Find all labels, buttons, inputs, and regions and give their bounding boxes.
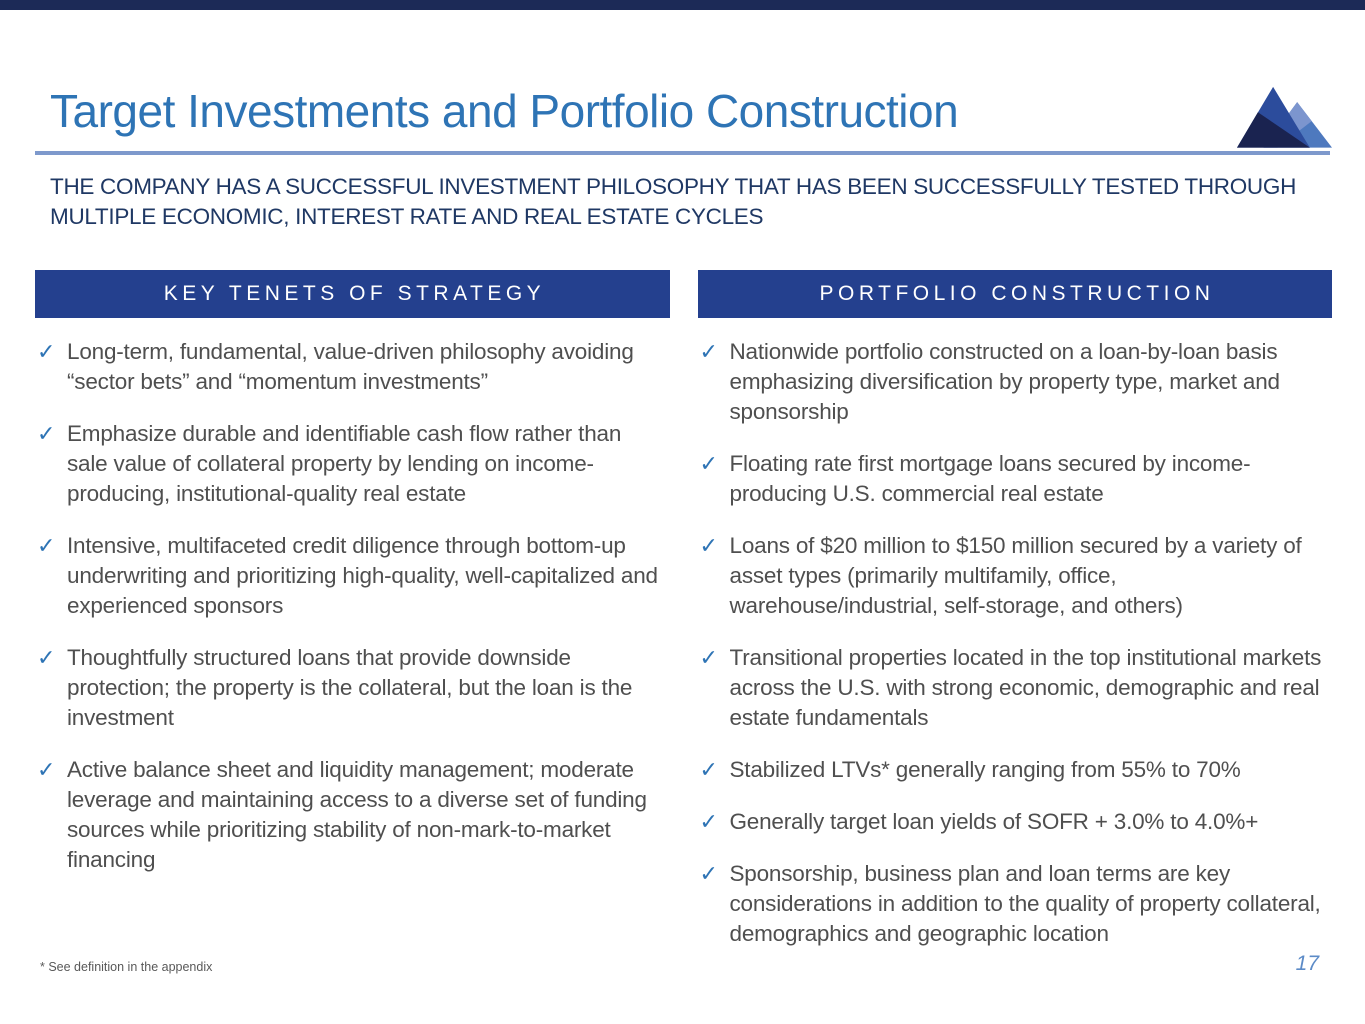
bullet-text: Floating rate first mortgage loans secured by income-producing U.S. commercial real estate <box>729 451 1251 506</box>
checkmark-icon: ✓ <box>699 757 718 782</box>
list-item <box>35 643 670 733</box>
list-item <box>698 449 1333 509</box>
two-column-layout <box>35 270 1332 971</box>
mountain-logo-icon <box>1237 84 1332 148</box>
footnote: * See definition in the appendix <box>40 960 213 974</box>
top-accent-bar <box>0 0 1365 10</box>
list-item <box>698 807 1333 837</box>
checkmark-icon: ✓ <box>699 533 718 558</box>
bullet-text: Nationwide portfolio constructed on a loan-by-loan basis emphasizing diversification by property type, market and sponsorship <box>729 339 1280 424</box>
list-item <box>35 337 670 397</box>
list-item <box>35 531 670 621</box>
page-title: Target Investments and Portfolio Construction <box>50 85 959 137</box>
list-item <box>698 859 1333 949</box>
bullet-text: Generally target loan yields of SOFR + 3.0% to 4.0%+ <box>729 809 1259 834</box>
list-item <box>35 419 670 509</box>
checkmark-icon: ✓ <box>699 861 718 886</box>
list-item <box>698 643 1333 733</box>
bullet-text: Loans of $20 million to $150 million secured by a variety of asset types (primarily multifamily, office, warehouse/industrial, self-storage, and others) <box>729 533 1302 618</box>
checkmark-icon: ✓ <box>37 533 56 558</box>
checkmark-icon: ✓ <box>699 451 718 476</box>
checkmark-icon: ✓ <box>699 339 718 364</box>
list-item <box>698 337 1333 427</box>
bullet-text: Transitional properties located in the top institutional markets across the U.S. with strong economic, demographic and real estate fundamentals <box>729 645 1322 730</box>
bullet-text: Long-term, fundamental, value-driven philosophy avoiding “sector bets” and “momentum investments” <box>67 339 634 394</box>
list-item <box>35 755 670 875</box>
key-tenets-header: KEY TENETS OF STRATEGY <box>35 270 670 318</box>
key-tenets-bullet-list <box>35 318 670 875</box>
portfolio-construction-header: PORTFOLIO CONSTRUCTION <box>698 270 1333 318</box>
key-tenets-column <box>35 270 670 971</box>
page-number: 17 <box>1295 952 1319 975</box>
title-divider <box>35 151 1330 155</box>
portfolio-construction-column <box>698 270 1333 971</box>
checkmark-icon: ✓ <box>699 809 718 834</box>
bullet-text: Thoughtfully structured loans that provide downside protection; the property is the collateral, but the loan is the investment <box>67 645 633 730</box>
list-item <box>698 531 1333 621</box>
slide-subtitle: THE COMPANY HAS A SUCCESSFUL INVESTMENT PHILOSOPHY THAT HAS BEEN SUCCESSFULLY TESTED THROUGH MULTIPLE ECONOMIC, INTEREST RATE AND REAL ESTATE CYCLES <box>50 174 1297 229</box>
bullet-text: Stabilized LTVs* generally ranging from 55% to 70% <box>729 757 1241 782</box>
checkmark-icon: ✓ <box>699 645 718 670</box>
checkmark-icon: ✓ <box>37 645 56 670</box>
checkmark-icon: ✓ <box>37 339 56 364</box>
bullet-text: Sponsorship, business plan and loan terms are key considerations in addition to the quality of property collateral, demographics and geographic location <box>729 861 1321 946</box>
checkmark-icon: ✓ <box>37 421 56 446</box>
bullet-text: Active balance sheet and liquidity management; moderate leverage and maintaining access to a diverse set of funding sources while prioritizing stability of non-mark-to-market financing <box>67 757 647 872</box>
bullet-text: Intensive, multifaceted credit diligence through bottom-up underwriting and prioritizing high-quality, well-capitalized and experienced sponsors <box>67 533 658 618</box>
checkmark-icon: ✓ <box>37 757 56 782</box>
bullet-text: Emphasize durable and identifiable cash flow rather than sale value of collateral property by lending on income-producing, institutional-quality real estate <box>67 421 622 506</box>
list-item <box>698 755 1333 785</box>
portfolio-construction-bullet-list <box>698 318 1333 949</box>
